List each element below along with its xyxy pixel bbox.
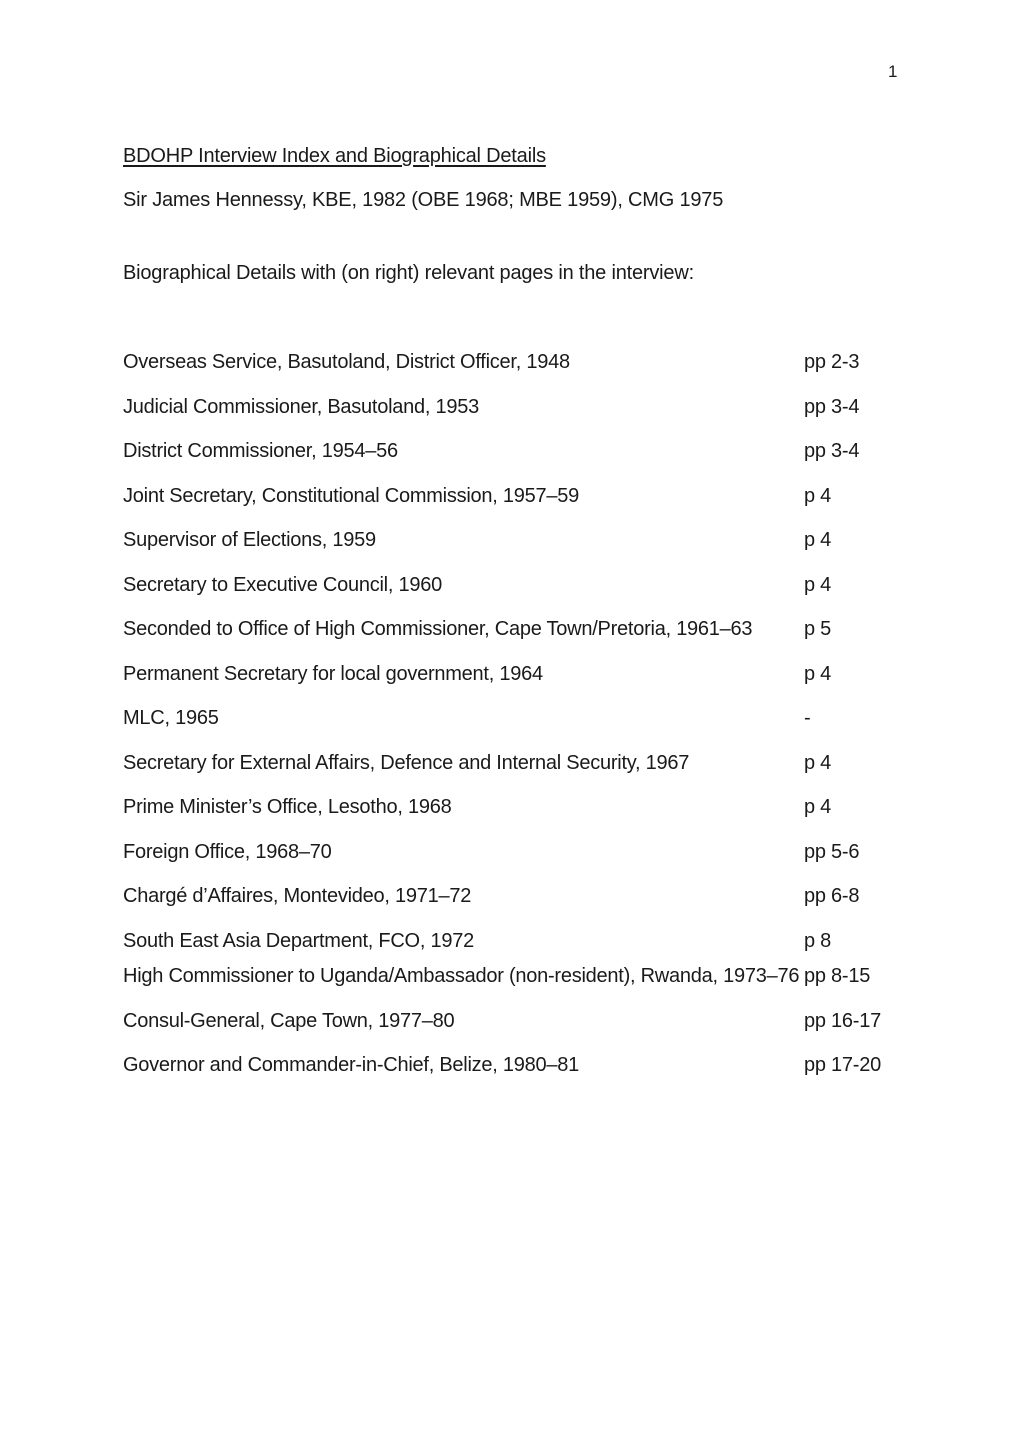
entry-pages: pp 6-8 — [804, 885, 860, 907]
biography-entry — [123, 1010, 903, 1038]
entry-pages: pp 17-20 — [804, 1054, 881, 1076]
biography-entry — [123, 618, 903, 646]
biography-entry — [123, 440, 903, 468]
entry-role: Chargé d’Affaires, Montevideo, 1971–72 — [123, 885, 472, 907]
entry-role: Judicial Commissioner, Basutoland, 1953 — [123, 396, 480, 418]
biography-entry — [123, 930, 903, 958]
entry-pages: p 5 — [804, 618, 832, 640]
entry-role: District Commissioner, 1954–56 — [123, 440, 398, 462]
intro-text: Biographical Details with (on right) relevant pages in the interview: — [123, 262, 694, 284]
biography-entry — [123, 796, 903, 824]
entry-pages: - — [804, 707, 811, 729]
entry-pages: p 4 — [804, 796, 832, 818]
entry-pages: pp 3-4 — [804, 440, 860, 462]
biography-entry — [123, 1054, 903, 1082]
page-number: 1 — [888, 62, 898, 81]
entry-role: Joint Secretary, Constitutional Commission, 1957–59 — [123, 485, 579, 507]
entry-role: South East Asia Department, FCO, 1972 — [123, 930, 474, 952]
entry-role: Permanent Secretary for local government, 1964 — [123, 663, 543, 685]
biography-entry — [123, 396, 903, 424]
entry-pages: p 4 — [804, 529, 832, 551]
biography-entry — [123, 841, 903, 869]
document-title: BDOHP Interview Index and Biographical Details — [123, 145, 546, 167]
entry-role: MLC, 1965 — [123, 707, 219, 729]
biography-entry — [123, 351, 903, 379]
entry-pages: pp 2-3 — [804, 351, 860, 373]
entry-pages: pp 16-17 — [804, 1010, 881, 1032]
entry-pages: pp 8-15 — [804, 965, 871, 987]
entry-pages: p 4 — [804, 574, 832, 596]
entry-role: Overseas Service, Basutoland, District Officer, 1948 — [123, 351, 570, 373]
entry-role: Seconded to Office of High Commissioner, Cape Town/Pretoria, 1961–63 — [123, 618, 753, 640]
entry-role: Prime Minister’s Office, Lesotho, 1968 — [123, 796, 452, 818]
biography-entry — [123, 885, 903, 913]
entry-role: Consul-General, Cape Town, 1977–80 — [123, 1010, 455, 1032]
biography-entry — [123, 485, 903, 513]
entry-pages: p 4 — [804, 663, 832, 685]
entry-role: Secretary to Executive Council, 1960 — [123, 574, 442, 596]
entry-role: Secretary for External Affairs, Defence and Internal Security, 1967 — [123, 752, 690, 774]
entry-pages: p 4 — [804, 752, 832, 774]
entry-pages: pp 5-6 — [804, 841, 860, 863]
entry-pages: p 8 — [804, 930, 832, 952]
biography-entry — [123, 752, 903, 780]
entry-pages: p 4 — [804, 485, 832, 507]
entry-pages: pp 3-4 — [804, 396, 860, 418]
subject-name-honours: Sir James Hennessy, KBE, 1982 (OBE 1968; MBE 1959), CMG 1975 — [123, 189, 724, 211]
biography-entry — [123, 529, 903, 557]
biography-entry — [123, 707, 903, 735]
biography-entry — [123, 965, 903, 993]
biography-entry — [123, 574, 903, 602]
entry-role: Foreign Office, 1968–70 — [123, 841, 332, 863]
entry-role: High Commissioner to Uganda/Ambassador (non-resident), Rwanda, 1973–76 — [123, 965, 800, 987]
biography-entry — [123, 663, 903, 691]
entry-role: Supervisor of Elections, 1959 — [123, 529, 376, 551]
entry-role: Governor and Commander-in-Chief, Belize, 1980–81 — [123, 1054, 580, 1076]
